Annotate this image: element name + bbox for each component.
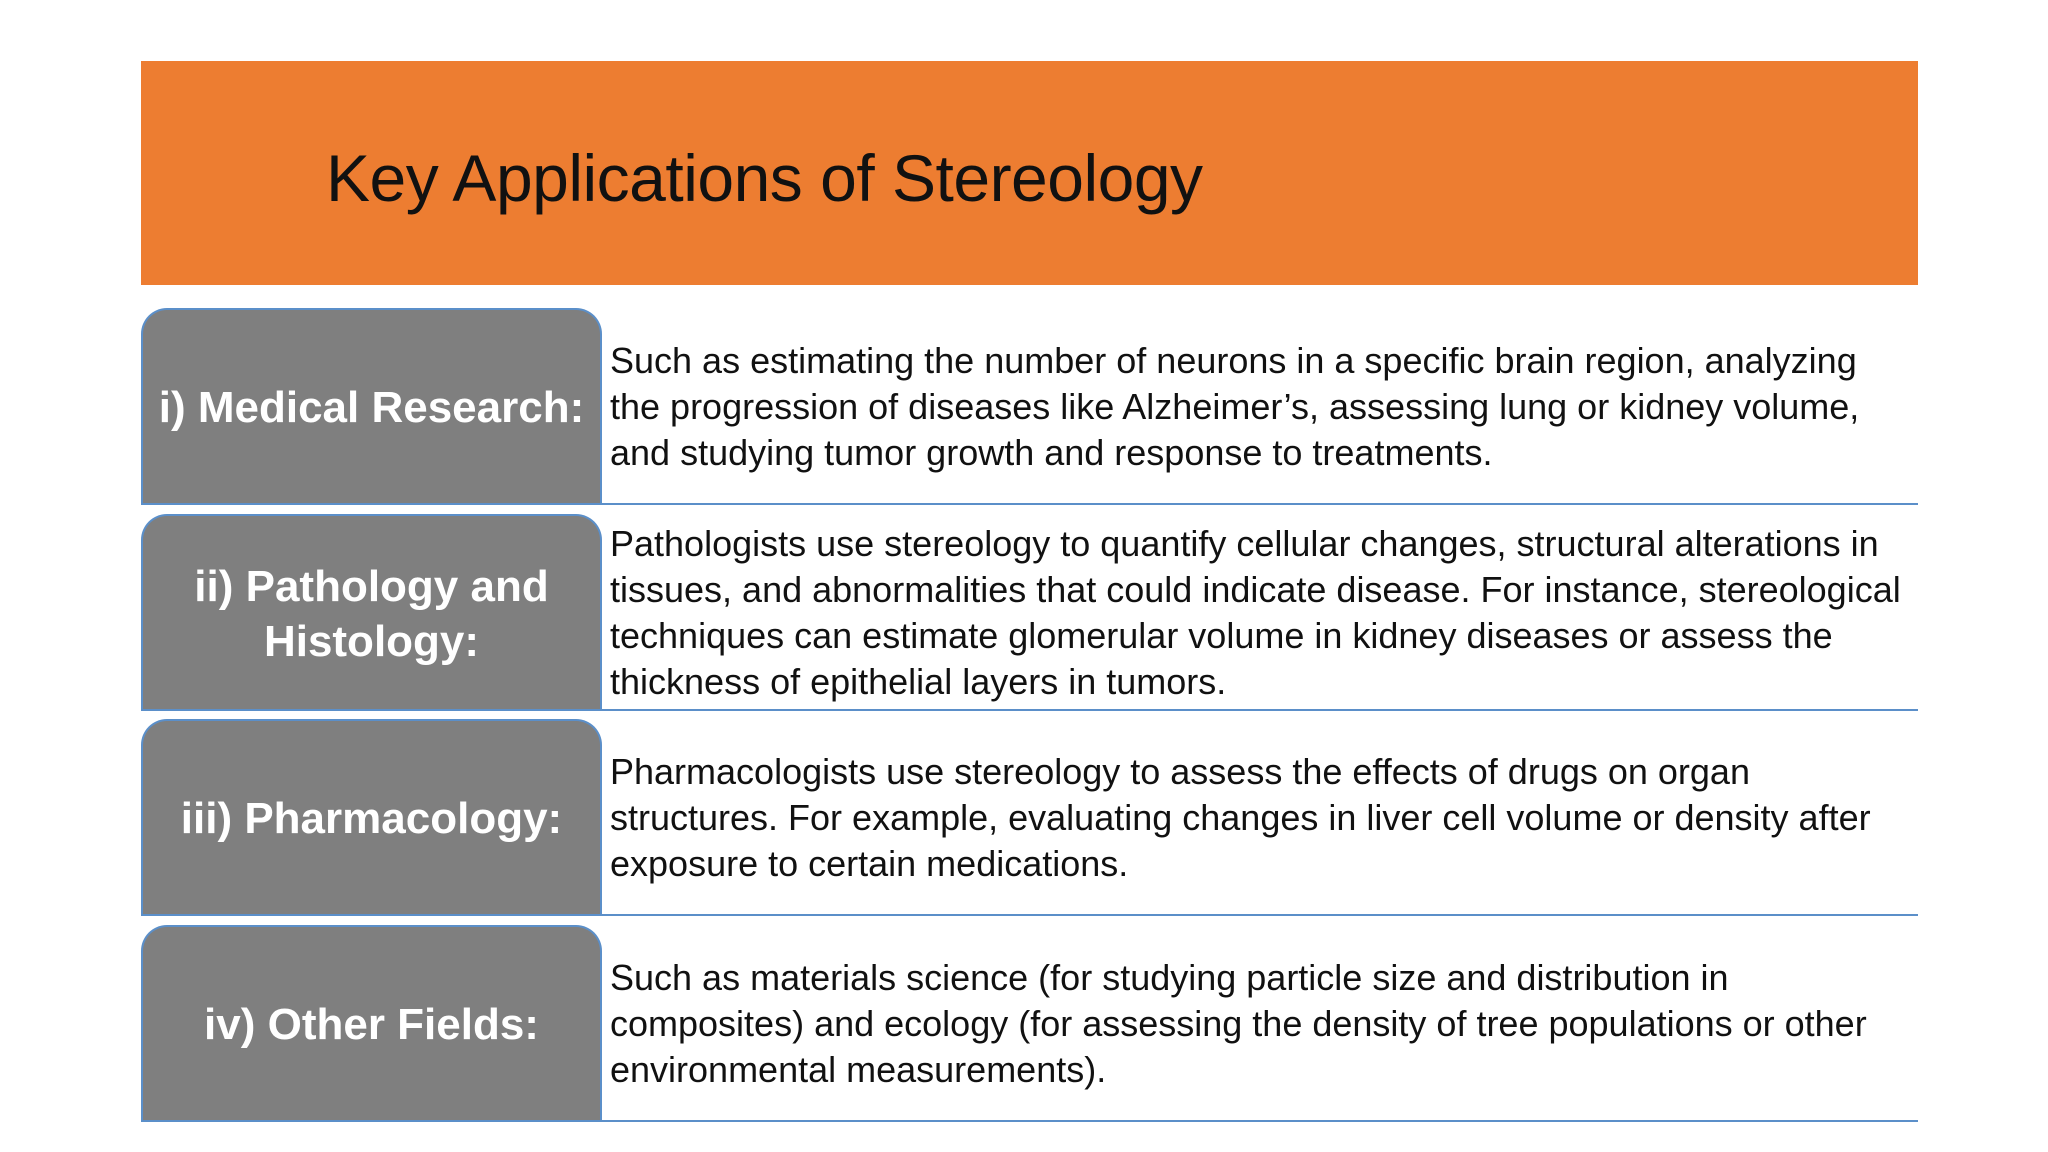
- row-description: Pathologists use stereology to quantify cellular changes, structural alterations in tissues, and abnormalities that could indicate disease. For instance, stereological techniques can estimate glomerular volume in kidney diseases or assess the thickness of epithelial layers in tumors.: [610, 522, 1901, 702]
- row-label: iii) Pharmacology:: [141, 719, 602, 916]
- row-label: i) Medical Research:: [141, 308, 602, 505]
- row-description: Such as estimating the number of neurons in a specific brain region, analyzing the progression of diseases like Alzheimer’s, assessing lung or kidney volume, and studying tumor growth and response to treatments.: [610, 339, 1860, 473]
- divider: [602, 503, 1918, 505]
- divider: [602, 914, 1918, 916]
- row-label: iv) Other Fields:: [141, 925, 602, 1122]
- divider: [602, 709, 1918, 711]
- divider: [141, 709, 602, 711]
- divider: [141, 1120, 602, 1122]
- application-row-medical-research: [141, 308, 1918, 505]
- slide-title: Key Applications of Stereology: [326, 141, 1203, 215]
- application-row-other-fields: [141, 925, 1918, 1122]
- divider: [141, 914, 602, 916]
- row-description: Such as materials science (for studying particle size and distribution in composites) and ecology (for assessing the density of tree populations or other environmental measurements).: [610, 956, 1867, 1090]
- divider: [602, 1120, 1918, 1122]
- row-label: ii) Pathology and Histology:: [141, 514, 602, 711]
- application-row-pharmacology: [141, 719, 1918, 916]
- application-row-pathology-histology: [141, 514, 1918, 711]
- divider: [141, 503, 602, 505]
- row-description: Pharmacologists use stereology to assess the effects of drugs on organ structures. For example, evaluating changes in liver cell volume or density after exposure to certain medications.: [610, 750, 1871, 884]
